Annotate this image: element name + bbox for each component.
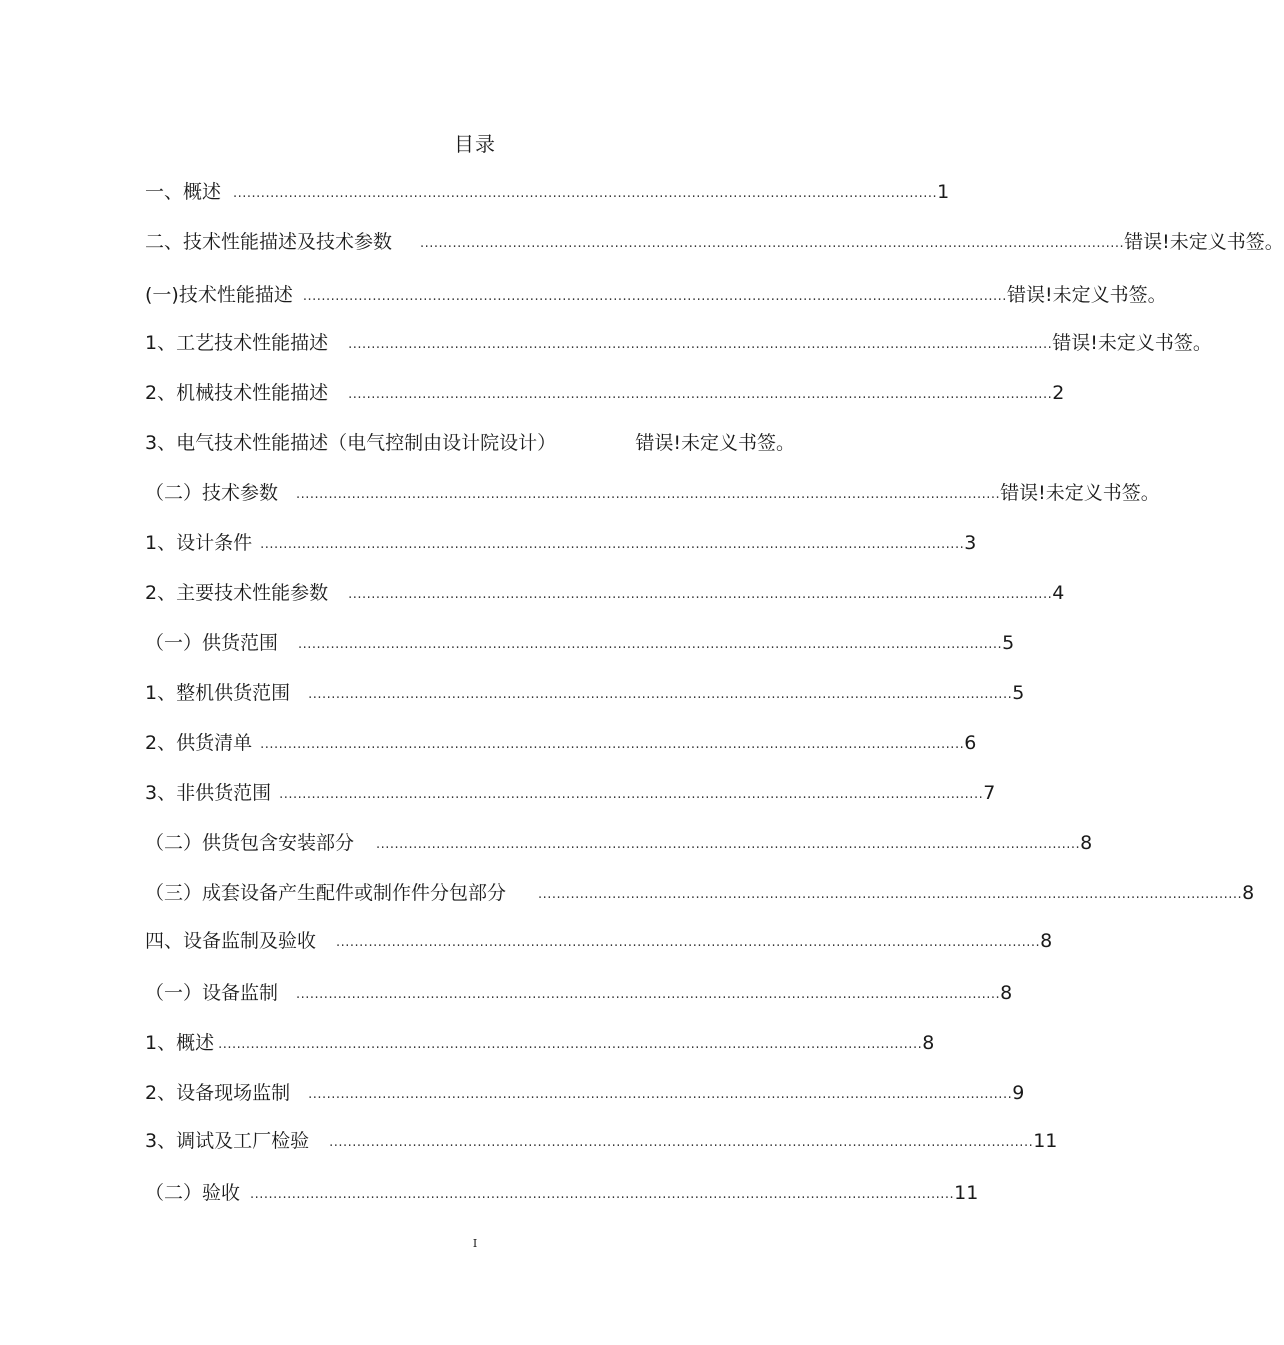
toc-entry-page: 8 (922, 1032, 935, 1054)
dot-leader: ........................................................................................................................................................ (296, 487, 1001, 502)
dot-leader: ........................................................................................................................................................ (279, 787, 984, 802)
toc-entry-page: 2 (1052, 382, 1065, 404)
toc-entry[interactable] (145, 282, 1167, 308)
toc-entry[interactable] (145, 530, 977, 556)
dot-leader: ........................................................................................................................................................ (308, 1087, 1013, 1102)
toc-entry-label: 一、概述 (145, 181, 222, 203)
toc-entry[interactable] (145, 1030, 935, 1056)
dot-leader: ........................................................................................................................................................ (260, 737, 965, 752)
toc-entry-page: 错误!未定义书签。 (1124, 231, 1284, 253)
dot-leader: ........................................................................................................................................................ (308, 687, 1013, 702)
dot-leader: ........................................................................................................................................................ (250, 1187, 955, 1202)
toc-entry[interactable] (145, 1080, 1025, 1106)
toc-entry-page: 错误!未定义书签。 (1006, 284, 1167, 306)
dot-leader: ........................................................................................................................................................ (348, 587, 1053, 602)
toc-entry-label: 四、设备监制及验收 (145, 930, 317, 952)
toc-entry-page: 4 (1052, 582, 1065, 604)
toc-entry-label: 2、供货清单 (145, 732, 253, 754)
toc-entry-page: 6 (964, 732, 977, 754)
toc-entry-label: 二、技术性能描述及技术参数 (145, 231, 393, 253)
toc-entry-label: (一)技术性能描述 (145, 284, 293, 306)
dot-leader: ........................................................................................................................................................ (336, 935, 1041, 950)
toc-entry[interactable] (145, 630, 1015, 656)
toc-entry[interactable] (145, 1128, 1058, 1154)
toc-entry-label: 1、工艺技术性能描述 (145, 332, 329, 354)
toc-entry-label: （三）成套设备产生配件或制作件分包部分 (145, 882, 507, 904)
toc-entry[interactable] (145, 830, 1093, 856)
toc-entry-label: （二）验收 (145, 1182, 241, 1204)
toc-entry[interactable] (145, 680, 1025, 706)
toc-entry-label: 2、机械技术性能描述 (145, 382, 329, 404)
toc-entry-page: 错误!未定义书签。 (1052, 332, 1212, 354)
toc-entry-page: 5 (1002, 632, 1015, 654)
dot-leader: ........................................................................................................................................................ (420, 236, 1125, 251)
toc-entry-page: 8 (1242, 882, 1255, 904)
dot-leader: ........................................................................................................................................................ (538, 887, 1243, 902)
toc-entry[interactable] (145, 1180, 979, 1206)
toc-entry-label: （二）供货包含安装部分 (145, 832, 355, 854)
toc-entry-label: （一）设备监制 (145, 982, 279, 1004)
toc-entry-label: 1、概述 (145, 1032, 215, 1054)
toc-entry[interactable] (145, 980, 1013, 1006)
dot-leader: ........................................................................................................................................................ (233, 186, 938, 201)
toc-entry-page: 3 (964, 532, 977, 554)
dot-leader: ........................................................................................................................................................ (348, 387, 1053, 402)
page-number: I (472, 1237, 478, 1250)
toc-entry[interactable] (145, 380, 1065, 406)
dot-leader: ........................................................................................................................................................ (298, 637, 1003, 652)
toc-entry[interactable] (145, 480, 1160, 506)
toc-entry-label: （一）供货范围 (145, 632, 279, 654)
toc-entry-label: 2、设备现场监制 (145, 1082, 291, 1104)
toc-title: 目录 (454, 132, 496, 156)
toc-entry-page: 11 (954, 1182, 979, 1204)
toc-entry[interactable] (145, 880, 1255, 906)
dot-leader: ........................................................................................................................................................ (296, 987, 1001, 1002)
toc-entry-label: 1、整机供货范围 (145, 682, 291, 704)
toc-entry[interactable] (145, 780, 996, 806)
toc-entry-label: 3、调试及工厂检验 (145, 1130, 310, 1152)
toc-entry-page: 11 (1033, 1130, 1058, 1152)
dot-leader: ........................................................................................................................................................ (329, 1135, 1034, 1150)
dot-leader: ........................................................................................................................................................ (348, 337, 1053, 352)
toc-entry-label: （二）技术参数 (145, 482, 279, 504)
toc-entry-label: 2、主要技术性能参数 (145, 582, 329, 604)
toc-entry[interactable] (145, 730, 977, 756)
toc-entry-page: 8 (1000, 982, 1013, 1004)
dot-leader: ........................................................................................................................................................ (376, 837, 1081, 852)
toc-entry-page: 错误!未定义书签。 (1000, 482, 1160, 504)
toc-entry[interactable] (145, 928, 1053, 954)
toc-entry[interactable] (145, 430, 795, 456)
toc-entry-page: 8 (1040, 930, 1053, 952)
toc-entry[interactable] (145, 229, 1284, 255)
toc-entry[interactable] (145, 179, 950, 205)
toc-entry-page: 9 (1012, 1082, 1025, 1104)
toc-entry-page: 1 (937, 181, 950, 203)
dot-leader: ........................................................................................................................................................ (218, 1037, 923, 1052)
toc-entry-page: 错误!未定义书签。 (635, 432, 795, 454)
dot-leader: ........................................................................................................................................................ (302, 289, 1007, 304)
toc-entry-page: 8 (1080, 832, 1093, 854)
toc-entry[interactable] (145, 580, 1065, 606)
toc-entry-page: 5 (1012, 682, 1025, 704)
toc-entry-label: 1、设计条件 (145, 532, 253, 554)
toc-entry[interactable] (145, 330, 1212, 356)
toc-entry-page: 7 (983, 782, 996, 804)
dot-leader: ........................................................................................................................................................ (260, 537, 965, 552)
toc-entry-label: 3、非供货范围 (145, 782, 272, 804)
toc-entry-label: 3、电气技术性能描述（电气控制由设计院设计） (145, 432, 557, 454)
